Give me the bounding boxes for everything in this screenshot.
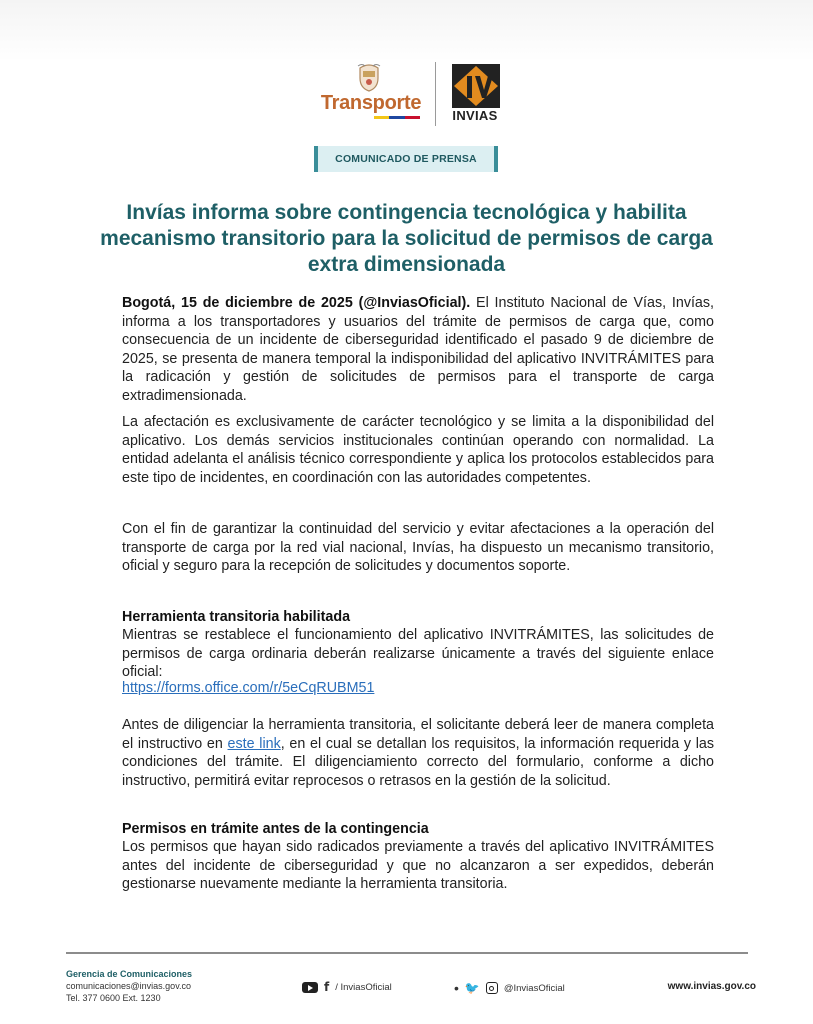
header-logos [0, 58, 813, 130]
footer [66, 964, 756, 1014]
facebook-handle[interactable]: / InviasOficial [335, 981, 392, 993]
paragraph-pending: Los permisos que hayan sido radicados previamente a través del aplicativo INVITRÁMITES antes del incidente de ciberseguridad y que no alcanzaron a ser expedidos, deberán gestionarse nuevamente mediante la herramienta transitoria. [122, 839, 714, 892]
footer-website[interactable]: www.invias.gov.co [667, 981, 756, 992]
colombia-flag-bar [374, 116, 420, 119]
invias-label: INVIAS [452, 108, 498, 123]
forms-link[interactable]: https://forms.office.com/r/5eCqRUBM51 [122, 680, 375, 696]
press-release-badge: COMUNICADO DE PRENSA [314, 146, 498, 172]
section-heading-tool: Herramienta transitoria habilitada [122, 609, 351, 625]
headline: Invías informa sobre contingencia tecnológica y habilita mecanismo transitorio para la solicitud de permisos de carga extra dimensionada [100, 201, 713, 276]
paragraph-impact: La afectación es exclusivamente de carácter tecnológico y se limita a la disponibilidad del aplicativo. Los demás servicios institucionales continúan operando con normalidad. La entidad adelanta el análisis técnico correspondiente y aplica los protocolos establecidos para este tipo de incidentes, en coordinación con las autoridades competentes. [122, 414, 714, 486]
footer-bullet: • [454, 980, 459, 996]
footer-department: Gerencia de Comunicaciones [66, 969, 193, 979]
footer-social-left [302, 980, 392, 994]
paragraph-mechanism: Con el fin de garantizar la continuidad del servicio y evitar afectaciones a la operación del transporte de carga por la red vial nacional, Invías, ha dispuesto un mecanismo transitorio, oficial y seguro para la recepción de solicitudes y documentos soporte. [122, 521, 714, 574]
footer-phone: Tel. 377 0600 Ext. 1230 [66, 993, 161, 1003]
intro-text: El Instituto Nacional de Vías, Invías, informa a los transportadores y usuarios del trámite de permisos de carga que, como consecuencia de un incidente de ciberseguridad identificado el pasado 9 de diciembre de 2025, se presenta de manera temporal la indisponibilidad del aplicativo INVITRÁMITES para la radicación y gestión de solicitudes de permisos para el transporte de carga extradimensionada. [122, 295, 715, 404]
paragraph-intro [122, 294, 714, 405]
footer-social-right [454, 980, 565, 996]
dateline: Bogotá, 15 de diciembre de 2025 (@InviasOficial). [122, 295, 471, 311]
instructions-text-before: Antes de diligenciar la herramienta transitoria, el solicitante deberá leer de manera completa el instructivo en [122, 717, 714, 752]
logo-divider [435, 62, 436, 126]
transporte-label: Transporte [320, 92, 422, 114]
footer-email: comunicaciones@invias.gov.co [66, 981, 192, 991]
transporte-logo [316, 58, 426, 128]
instructions-text-after: , en el cual se detallan los requisitos, la información requerida y las condiciones del trámite. El diligenciamiento correcto del formulario, conforme a dicho instructivo, permitirá evitar reprocesos o retrasos en la gestión de la solicitud. [122, 735, 714, 789]
section-heading-pending: Permisos en trámite antes de la contingencia [122, 821, 429, 837]
instructions-link[interactable]: este link [227, 735, 281, 752]
paragraph-instructions [122, 716, 714, 790]
footer-contact [66, 968, 192, 1004]
coat-of-arms-icon [356, 62, 382, 92]
facebook-icon[interactable]: f [324, 980, 330, 994]
footer-divider [66, 952, 748, 954]
social-handle[interactable]: @InviasOficial [503, 982, 565, 994]
paragraph-tool: Mientras se restablece el funcionamiento del aplicativo INVITRÁMITES, las solicitudes de permisos de carga ordinaria deberán realizarse únicamente a través del siguiente enlace oficial: [122, 627, 714, 680]
instagram-icon[interactable] [486, 982, 498, 994]
youtube-icon[interactable] [302, 982, 318, 993]
twitter-icon[interactable]: 🐦 [464, 981, 480, 995]
form-link-line [122, 679, 374, 698]
